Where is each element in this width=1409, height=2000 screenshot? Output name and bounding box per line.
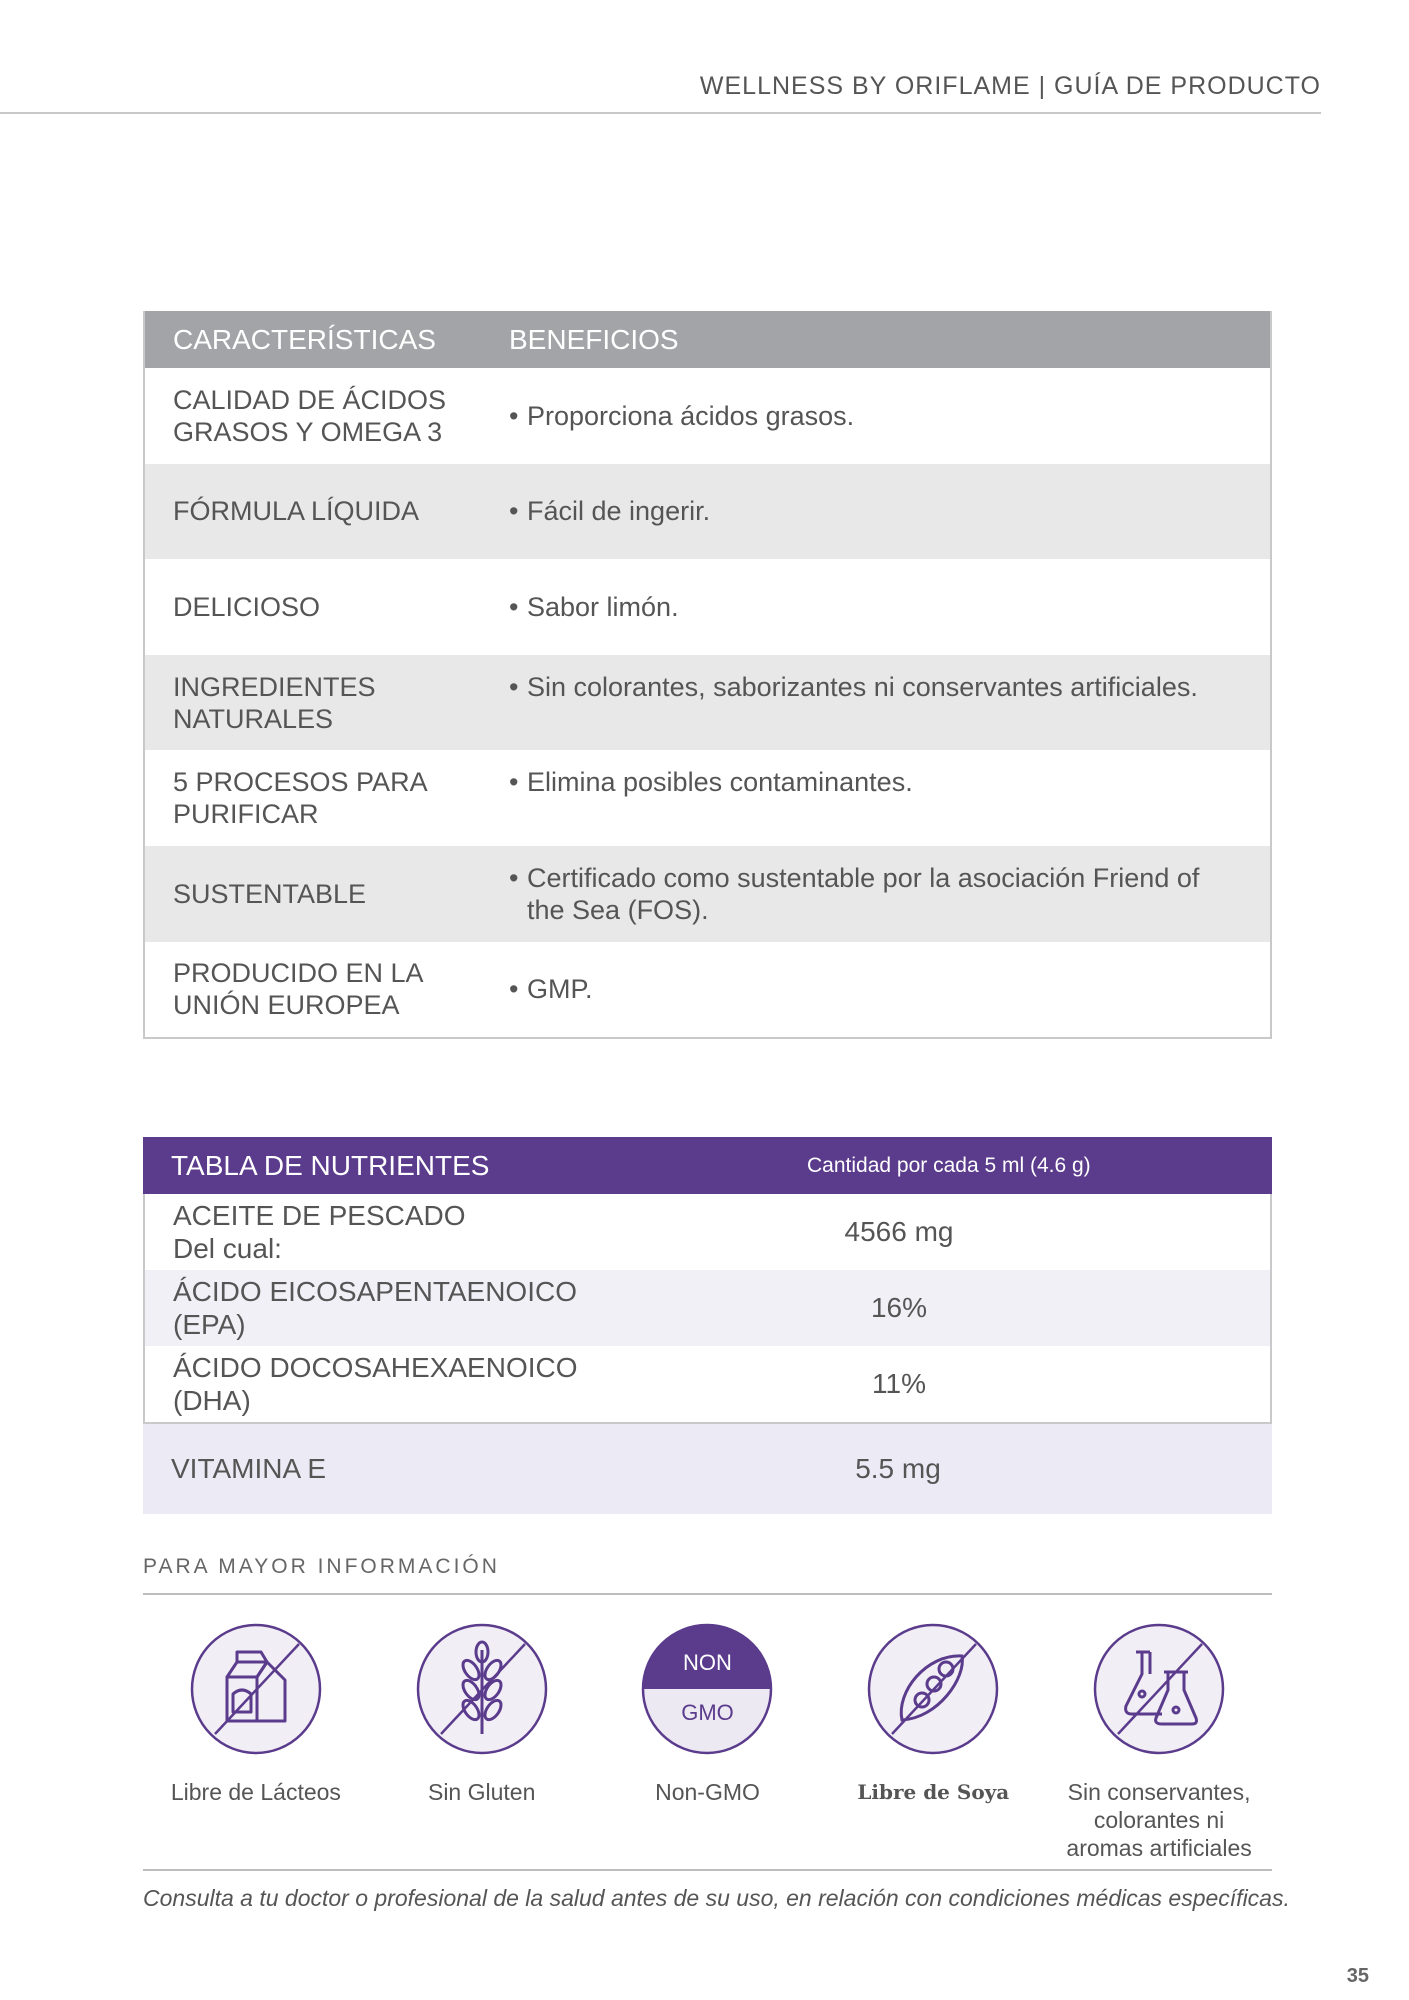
badges-row [143,1622,1272,1862]
feature-text: 5 PROCESOS PARA [173,767,428,798]
table-row [145,464,1270,560]
table-row [145,368,1270,464]
benefit-text: Elimina posibles contaminantes. [527,767,913,798]
features-table-header [145,311,1270,368]
benefit-text: Certificado como sustentable por la asociación Friend of [527,862,1200,893]
badge-top-text: NON [683,1650,732,1675]
badge-gluten [369,1622,595,1862]
bullet-icon: • [509,400,519,431]
nutrients-table-header [143,1137,1272,1194]
nutrient-name: (DHA) [173,1385,251,1416]
nutrient-name: VITAMINA E [171,1453,327,1484]
nutrient-name: ÁCIDO DOCOSAHEXAENOICO [173,1352,578,1383]
bullet-icon: • [509,974,519,1005]
features-col-header: CARACTERÍSTICAS [173,323,436,355]
badge-preservatives [1046,1622,1272,1862]
bullet-icon: • [509,862,519,893]
amount-header: Cantidad por cada 5 ml (4.6 g) [807,1153,1091,1177]
no-preservatives-icon [1092,1622,1226,1756]
benefit-text: GMP. [527,974,593,1005]
table-row [145,655,1270,751]
nutrient-name: ÁCIDO EICOSAPENTAENOICO [173,1276,577,1307]
page-number: 35 [1346,1965,1369,1987]
benefit-text: Sin colorantes, saborizantes ni conservantes artificiales. [527,671,1198,702]
badge-label: Non-GMO [655,1779,760,1805]
feature-text: UNIÓN EUROPEA [173,990,400,1021]
badge-dairy [143,1622,369,1862]
table-row [145,846,1270,942]
benefit-text: Sabor limón. [527,591,679,622]
disclaimer: Consulta a tu doctor o profesional de la salud antes de su uso, en relación con condiciones médicas específicas. [143,1885,1290,1911]
nutrient-name: (EPA) [173,1309,246,1340]
feature-text: PRODUCIDO EN LA [173,958,424,989]
feature-text: PURIFICAR [173,799,319,830]
bullet-icon: • [509,767,519,798]
badge-non-gmo [595,1622,821,1862]
feature-text: FÓRMULA LÍQUIDA [173,496,420,527]
non-gmo-icon [640,1622,774,1756]
feature-text: GRASOS Y OMEGA 3 [173,416,443,447]
bullet-icon: • [509,496,519,527]
table-row [145,1270,1270,1346]
bullet-icon: • [509,671,519,702]
divider [143,1593,1272,1595]
no-soy-icon [866,1622,1000,1756]
table-row [145,1194,1270,1270]
nutrient-value: 16% [870,1292,928,1323]
table-row [145,750,1270,846]
features-table [143,311,1272,1039]
feature-text: DELICIOSO [173,591,321,622]
nutrient-value: 5.5 mg [855,1453,941,1484]
nutrients-table [143,1137,1272,1514]
header-title: WELLNESS BY ORIFLAME | GUÍA DE PRODUCTO [699,72,1321,100]
table-row [145,1346,1270,1422]
benefits-col-header: BENEFICIOS [509,323,679,355]
badge-label: Sin Gluten [427,1779,536,1805]
nutrient-value: 11% [872,1368,926,1399]
badge-label: Sin conservantes, colorantes ni aromas artificiales [1066,1779,1252,1861]
badge-label: Libre de Lácteos [170,1779,341,1805]
badge-soy [820,1622,1046,1862]
table-row [143,1424,1272,1514]
benefit-text: the Sea (FOS). [527,894,709,925]
badge-label: Libre de Soya [857,1780,1010,1804]
divider [143,1869,1272,1871]
feature-text: NATURALES [173,703,334,734]
badge-bottom-text: GMO [681,1700,734,1725]
no-gluten-icon [415,1622,549,1756]
nutrient-name: ACEITE DE PESCADO [173,1200,466,1231]
nutrients-title: TABLA DE NUTRIENTES [171,1149,490,1181]
benefit-text: Proporciona ácidos grasos. [527,400,855,431]
feature-text: INGREDIENTES [173,671,376,702]
nutrient-name: Del cual: [173,1233,282,1264]
feature-text: CALIDAD DE ÁCIDOS [173,384,447,415]
table-row [145,942,1270,1038]
feature-text: SUSTENTABLE [173,878,367,909]
more-info-title: PARA MAYOR INFORMACIÓN [143,1555,500,1578]
no-dairy-icon [189,1622,323,1756]
nutrient-value: 4566 mg [844,1216,954,1247]
table-row [145,559,1270,655]
benefit-text: Fácil de ingerir. [527,496,711,527]
bullet-icon: • [509,591,519,622]
header-divider [0,112,1321,114]
